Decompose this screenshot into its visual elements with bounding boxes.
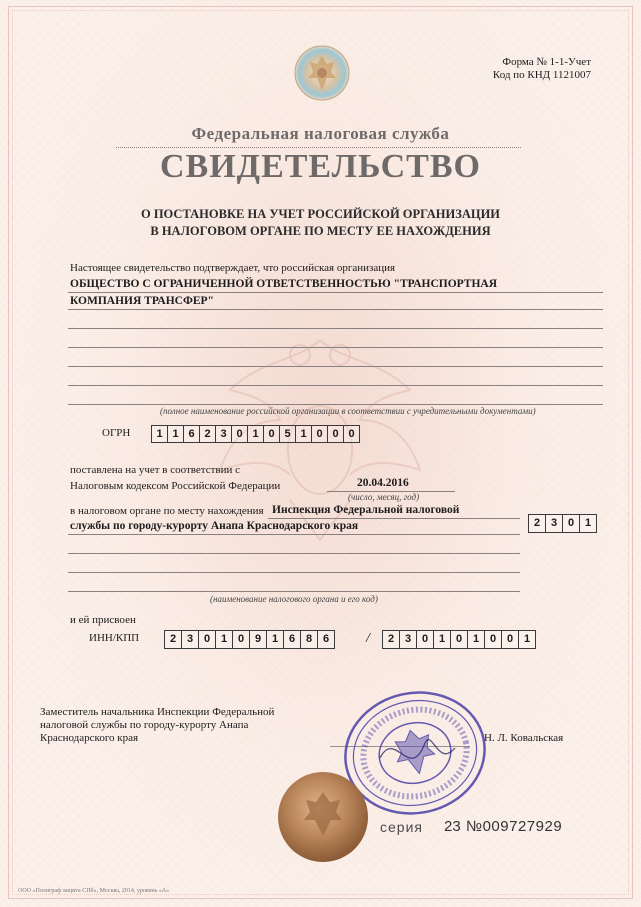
authority-line — [68, 591, 520, 592]
ogrn-digit: 1 — [152, 426, 168, 442]
ogrn-digit: 0 — [264, 426, 280, 442]
kpp-digit: 0 — [485, 631, 502, 648]
signer-name: Н. Л. Ковальская — [484, 732, 564, 744]
inn-kpp-label: ИНН/КПП — [89, 632, 140, 644]
ogrn-digit: 0 — [232, 426, 248, 442]
org-name-line1: ОБЩЕСТВО С ОГРАНИЧЕННОЙ ОТВЕТСТВЕННОСТЬЮ "ТРАНСПОРТНАЯ — [70, 278, 498, 290]
ogrn-digit: 5 — [280, 426, 296, 442]
authority-code-digit: 2 — [529, 515, 546, 532]
inn-kpp-separator: / — [366, 631, 370, 646]
authority-line — [68, 534, 520, 535]
authority-line — [68, 572, 520, 573]
ogrn-digit: 0 — [328, 426, 344, 442]
inn-digit: 9 — [250, 631, 267, 648]
inn-digit: 3 — [182, 631, 199, 648]
org-line — [68, 328, 603, 329]
assigned-label: и ей присвоен — [70, 614, 136, 626]
date-hint: (число, месяц, год) — [348, 492, 420, 502]
authority-line2: службы по городу-курорту Анапа Краснодарского края — [70, 520, 359, 532]
hologram-emblem — [293, 44, 351, 102]
authority-code-digit: 0 — [563, 515, 580, 532]
serial-series: 23 — [444, 818, 461, 835]
org-line — [68, 404, 603, 405]
kpp-digit: 3 — [400, 631, 417, 648]
registration-date: 20.04.2016 — [357, 477, 409, 489]
org-line — [68, 292, 603, 293]
ogrn-digit: 6 — [184, 426, 200, 442]
position-line1: Заместитель начальника Инспекции Федеральной — [40, 706, 275, 718]
position-line2: налоговой службы по городу-курорту Анапа — [40, 719, 249, 731]
inn-digit: 2 — [165, 631, 182, 648]
document-title: СВИДЕТЕЛЬСТВО — [160, 148, 481, 185]
intro-text: Настоящее свидетельство подтверждает, что российская организация — [70, 262, 396, 274]
org-name-hint: (полное наименование российской организации в соответствии с учредительными документами) — [160, 406, 536, 416]
org-line — [68, 366, 603, 367]
serial-number: №009727929 — [466, 818, 563, 835]
kpp-digit: 2 — [383, 631, 400, 648]
kpp-boxes — [382, 630, 536, 649]
position-line3: Краснодарского края — [40, 732, 139, 744]
kpp-digit: 0 — [502, 631, 519, 648]
org-line — [68, 385, 603, 386]
kpp-digit: 0 — [417, 631, 434, 648]
inn-digit: 1 — [216, 631, 233, 648]
authority-hint: (наименование налогового органа и его код) — [210, 594, 378, 604]
authority-code-digit: 1 — [584, 517, 592, 529]
service-name: Федеральная налоговая служба — [191, 124, 450, 143]
printer-info: ООО «Полиграф защита СПб», Москва, 2014, уровень «А» — [18, 888, 170, 894]
authority-code-boxes — [528, 514, 597, 533]
subtitle-line2: В НАЛОГОВОМ ОРГАНЕ ПО МЕСТУ ЕЕ НАХОЖДЕНИЯ — [150, 224, 491, 238]
authority-line — [68, 553, 520, 554]
kpp-digit: 0 — [451, 631, 468, 648]
form-number: Форма № 1-1-Учет — [502, 56, 591, 68]
authority-line1: Инспекция Федеральной налоговой — [272, 504, 460, 516]
authority-line — [268, 518, 520, 519]
serial-label: серия — [380, 819, 423, 835]
ogrn-label: ОГРН — [102, 427, 131, 439]
inn-digit: 1 — [267, 631, 284, 648]
inn-digit: 6 — [322, 633, 330, 645]
knd-code: Код по КНД 1121007 — [492, 69, 591, 81]
registration-line2: Налоговым кодексом Российской Федерации — [70, 480, 281, 492]
org-name-line2: КОМПАНИЯ ТРАНСФЕР" — [70, 295, 214, 307]
inn-digit: 8 — [301, 631, 318, 648]
subtitle-line1: О ПОСТАНОВКЕ НА УЧЕТ РОССИЙСКОЙ ОРГАНИЗАЦИИ — [140, 207, 501, 221]
place-label: в налоговом органе по месту нахождения — [70, 505, 264, 517]
foil-seal — [276, 770, 370, 864]
ogrn-digit: 0 — [348, 428, 355, 440]
ogrn-digit: 1 — [248, 426, 264, 442]
inn-digit: 6 — [284, 631, 301, 648]
inn-digit: 0 — [199, 631, 216, 648]
kpp-digit: 1 — [523, 633, 531, 645]
registration-line1: поставлена на учет в соответствии с — [70, 464, 241, 476]
authority-code-digit: 3 — [546, 515, 563, 532]
inn-digit: 0 — [233, 631, 250, 648]
kpp-digit: 1 — [468, 631, 485, 648]
ogrn-digit: 2 — [200, 426, 216, 442]
ogrn-digit: 0 — [312, 426, 328, 442]
ogrn-boxes — [151, 425, 360, 443]
kpp-digit: 1 — [434, 631, 451, 648]
inn-boxes — [164, 630, 335, 649]
ogrn-digit: 3 — [216, 426, 232, 442]
ogrn-digit: 1 — [168, 426, 184, 442]
ogrn-digit: 1 — [296, 426, 312, 442]
org-line — [68, 347, 603, 348]
org-line — [68, 309, 603, 310]
